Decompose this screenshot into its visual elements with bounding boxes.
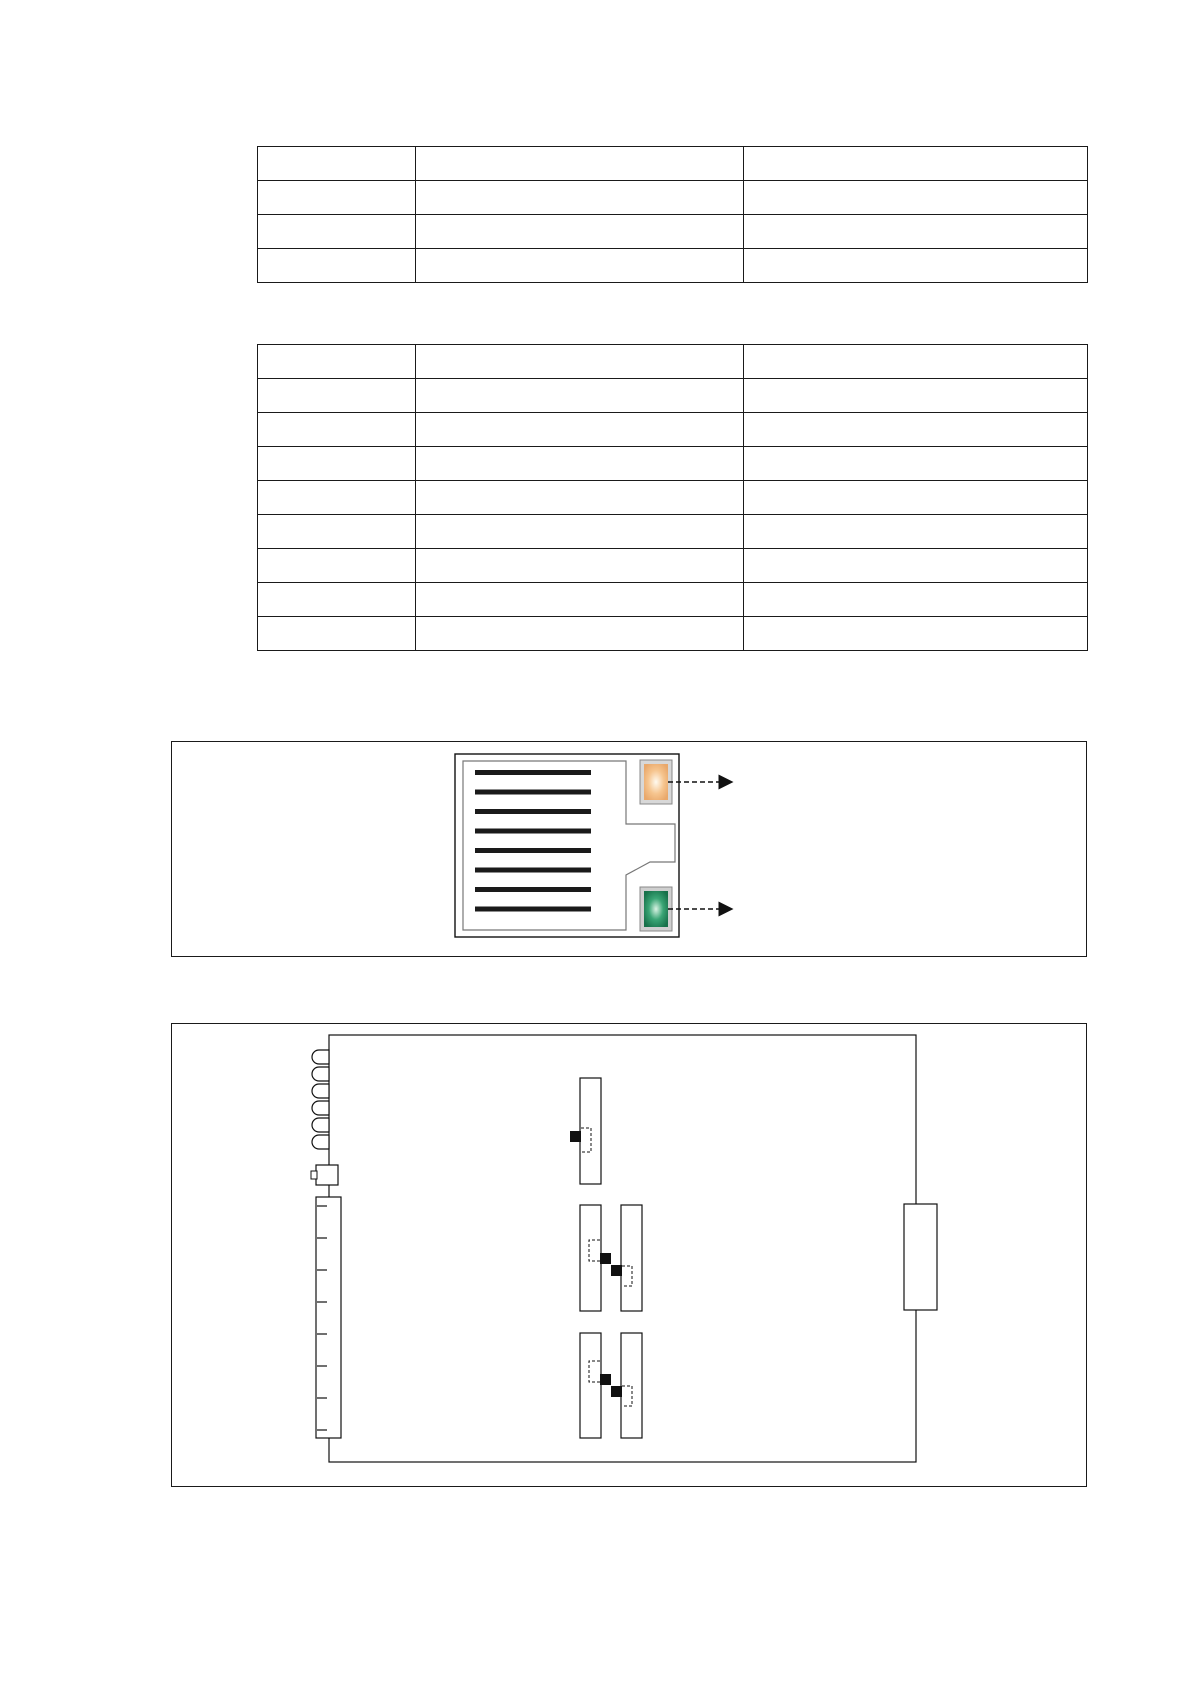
table-cell [744,549,1088,583]
front-small-port [316,1165,338,1185]
table-1-body [258,147,1088,283]
table-cell [744,345,1088,379]
table-cell [258,345,416,379]
lower-led [644,891,668,927]
table-row [258,413,1088,447]
upper-led [644,764,668,800]
table-cell [416,147,744,181]
table-cell [744,515,1088,549]
front-connector-strip [316,1197,341,1438]
table-cell [744,413,1088,447]
table-cell [744,617,1088,651]
table-cell [258,549,416,583]
table-cell [258,447,416,481]
table-cell [416,249,744,283]
jumper-3-pad-a [600,1374,611,1385]
table-cell [258,215,416,249]
table-cell [744,147,1088,181]
table-1 [257,146,1088,283]
jumper-block-3a [580,1333,601,1438]
table-cell [744,481,1088,515]
front-small-port-tab [311,1171,317,1179]
jumper-block-2b [621,1205,642,1311]
contact-pin [475,907,591,912]
board-layout-diagram [172,1024,1088,1488]
table-row [258,481,1088,515]
jumper-block-2a [580,1205,601,1311]
table-cell [416,345,744,379]
table-cell [258,617,416,651]
jumper-2-pad-b [611,1265,622,1276]
table-cell [744,379,1088,413]
contact-pin [475,790,591,795]
connector-panel [171,741,1087,957]
table-row [258,345,1088,379]
table-cell [258,583,416,617]
table-cell [416,447,744,481]
table-row [258,549,1088,583]
table-row [258,147,1088,181]
table-row [258,515,1088,549]
table-cell [744,181,1088,215]
table-cell [416,481,744,515]
table-cell [258,181,416,215]
table-row [258,617,1088,651]
table-cell [258,249,416,283]
table-cell [258,413,416,447]
status-led [312,1135,329,1149]
jumper-3-pad-b [611,1386,622,1397]
contact-pin [475,829,591,834]
contact-pin [475,848,591,853]
table-2-body [258,345,1088,651]
table-cell [416,379,744,413]
table-cell [416,617,744,651]
table-row [258,181,1088,215]
board-panel [171,1023,1087,1487]
rear-connector [904,1204,937,1310]
table-cell [744,215,1088,249]
table-cell [258,379,416,413]
contact-pin [475,809,591,814]
table-cell [416,181,744,215]
table-cell [744,583,1088,617]
status-led [312,1101,329,1115]
status-led [312,1118,329,1132]
table-row [258,583,1088,617]
table-cell [416,413,744,447]
status-led [312,1067,329,1081]
table-cell [416,515,744,549]
table-cell [258,147,416,181]
table-2 [257,344,1088,651]
front-panel-leds [312,1050,329,1149]
table-row [258,249,1088,283]
table-cell [258,515,416,549]
table-row [258,447,1088,481]
status-led [312,1084,329,1098]
table-cell [744,249,1088,283]
table-row [258,215,1088,249]
table-row [258,379,1088,413]
table-cell [258,481,416,515]
contact-pin [475,887,591,892]
table-cell [416,549,744,583]
table-cell [416,215,744,249]
jumper-1-pad [570,1131,581,1142]
rj45-connector-diagram [172,742,1088,958]
table-cell [416,583,744,617]
contact-pin [475,868,591,873]
table-cell [744,447,1088,481]
jumper-2-pad-a [600,1253,611,1264]
status-led [312,1050,329,1064]
contact-pin [475,770,591,775]
